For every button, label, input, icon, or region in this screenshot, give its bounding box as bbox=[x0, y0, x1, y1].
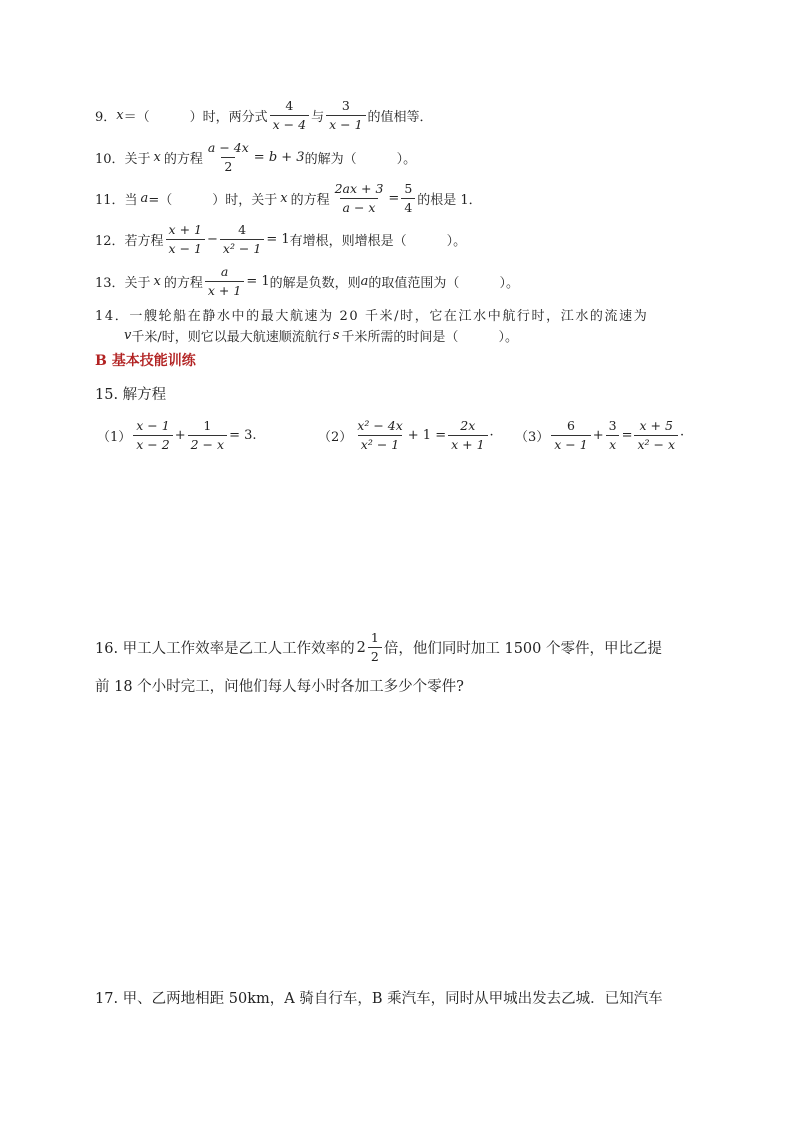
operator: + bbox=[174, 428, 186, 443]
denominator: x² − 1 bbox=[358, 435, 402, 453]
operator: = bbox=[621, 428, 633, 443]
q15-part-1 bbox=[97, 418, 257, 453]
question-11 bbox=[95, 181, 482, 216]
denominator: x − 1 bbox=[551, 435, 590, 453]
q11-var-x: x bbox=[280, 191, 288, 206]
numerator: x + 5 bbox=[639, 418, 673, 433]
numerator: 1 bbox=[203, 418, 212, 433]
denominator: 4 bbox=[401, 198, 415, 216]
denominator: x² − 1 bbox=[220, 239, 264, 257]
denominator: 2 bbox=[221, 157, 235, 175]
q11-number: 11．当 bbox=[95, 193, 138, 208]
question-10 bbox=[95, 140, 416, 175]
numerator: 5 bbox=[404, 181, 413, 196]
fraction bbox=[634, 418, 678, 453]
q12-rhs: = 1 bbox=[266, 232, 290, 247]
fraction bbox=[205, 140, 252, 175]
numerator: 1 bbox=[370, 630, 379, 645]
denominator: 2 bbox=[368, 647, 382, 665]
question-15-title bbox=[95, 383, 166, 404]
fraction bbox=[166, 222, 205, 257]
numerator: x + 1 bbox=[168, 222, 202, 237]
question-9 bbox=[95, 98, 433, 133]
rhs: = 3. bbox=[229, 428, 257, 443]
numerator: x² − 4x bbox=[357, 418, 403, 433]
end-mark: · bbox=[489, 428, 494, 443]
denominator: x bbox=[606, 435, 619, 453]
question-12 bbox=[95, 222, 466, 257]
q14-var-s: s bbox=[332, 328, 340, 343]
section-heading: B 基本技能训练 bbox=[95, 353, 196, 369]
numerator: 4 bbox=[238, 222, 247, 237]
denominator: x − 1 bbox=[166, 239, 205, 257]
q14-text: 14．一艘轮船在静水中的最大航速为 20 千米/时，它在江水中航行时，江水的流速为 bbox=[95, 309, 649, 324]
q14-var-v: v bbox=[124, 328, 132, 343]
numerator: a − 4x bbox=[207, 140, 249, 155]
question-13 bbox=[95, 264, 519, 299]
operator: + bbox=[592, 428, 604, 443]
end-mark: · bbox=[680, 428, 685, 443]
numerator: x − 1 bbox=[136, 418, 170, 433]
q11-text2: 的方程 bbox=[290, 193, 330, 208]
q13-var: x bbox=[153, 274, 161, 289]
mixed-number-whole: 2 bbox=[356, 639, 366, 656]
fraction bbox=[551, 418, 590, 453]
fraction bbox=[270, 98, 309, 133]
q9-eq: ＝（ bbox=[123, 110, 150, 125]
q12-number: 12．若方程 bbox=[95, 234, 164, 249]
denominator: 2 − x bbox=[188, 435, 227, 453]
question-14-line-2 bbox=[124, 326, 518, 345]
numerator: 6 bbox=[567, 418, 575, 433]
q9-tail: 的值相等． bbox=[367, 110, 433, 125]
q11-tail: 的根是 1． bbox=[417, 193, 482, 208]
q9-with: 与 bbox=[311, 110, 325, 125]
denominator: x − 2 bbox=[133, 435, 172, 453]
q11-text: ）时，关于 bbox=[212, 193, 278, 208]
fraction bbox=[354, 418, 405, 453]
q14-close: ）。 bbox=[498, 330, 518, 345]
q13-text: 的方程 bbox=[163, 276, 203, 291]
q11-eq2: = bbox=[388, 191, 400, 206]
fraction bbox=[326, 98, 365, 133]
denominator: x − 1 bbox=[326, 115, 365, 133]
q16-text3: 前 18 个小时完工，问他们每人每小时各加工多少个零件? bbox=[95, 679, 464, 695]
denominator: x + 1 bbox=[448, 435, 487, 453]
part-label: （3） bbox=[515, 430, 550, 445]
numerator: 2ax + 3 bbox=[334, 181, 384, 196]
fraction bbox=[133, 418, 172, 453]
numerator: 3 bbox=[341, 98, 350, 113]
q13-tail2: 的取值范围为（ bbox=[368, 276, 460, 291]
q14-text3: 千米所需的时间是（ bbox=[341, 330, 459, 345]
denominator: a − x bbox=[340, 198, 379, 216]
fraction bbox=[205, 264, 244, 299]
denominator: x² − x bbox=[634, 435, 678, 453]
q15-part-2 bbox=[318, 418, 494, 453]
operator: + 1 = bbox=[407, 428, 447, 443]
fraction bbox=[188, 418, 227, 453]
q17-text: 17. 甲、乙两地相距 50km，A 骑自行车，B 乘汽车，同时从甲城出发去乙城．已知汽车 bbox=[95, 991, 663, 1007]
part-label: （2） bbox=[318, 430, 353, 445]
q10-var: x bbox=[153, 150, 161, 165]
denominator: x − 4 bbox=[270, 115, 309, 133]
fraction bbox=[401, 181, 415, 216]
numerator: 3 bbox=[608, 418, 617, 433]
q10-text: 的方程 bbox=[163, 152, 203, 167]
q14-text2: 千米/时，则它以最大航速顺流航行 bbox=[131, 330, 331, 345]
q10-close: ）。 bbox=[396, 152, 417, 167]
q12-tail: 有增根，则增根是（ bbox=[289, 234, 407, 249]
q10-tail: 的解为（ bbox=[304, 152, 357, 167]
question-16-line-1 bbox=[95, 630, 662, 665]
q13-number: 13．关于 bbox=[95, 276, 151, 291]
q15-part-3 bbox=[515, 418, 684, 453]
q13-tail: 的解是负数，则 bbox=[269, 276, 361, 291]
part-label: （1） bbox=[97, 430, 132, 445]
q13-var-a: a bbox=[360, 274, 369, 289]
question-14-line-1 bbox=[95, 305, 648, 324]
q11-eq: =（ bbox=[148, 193, 173, 208]
q10-rhs: = b + 3 bbox=[253, 150, 305, 165]
numerator: 2x bbox=[460, 418, 476, 433]
denominator: x + 1 bbox=[205, 281, 244, 299]
question-17 bbox=[95, 987, 663, 1008]
q9-var: x bbox=[116, 108, 124, 123]
q11-var: a bbox=[140, 191, 149, 206]
fraction bbox=[368, 630, 382, 665]
q10-number: 10．关于 bbox=[95, 152, 151, 167]
fraction bbox=[220, 222, 264, 257]
q13-close: ）。 bbox=[499, 276, 519, 291]
q9-text: ）时，两分式 bbox=[189, 110, 268, 125]
q15-title: 15. 解方程 bbox=[95, 387, 167, 403]
fraction bbox=[606, 418, 620, 453]
q16-text2: 倍，他们同时加工 1500 个零件，甲比乙提 bbox=[383, 641, 662, 657]
q12-close: ）。 bbox=[446, 234, 467, 249]
q13-rhs: = 1 bbox=[246, 274, 270, 289]
q12-minus: − bbox=[206, 232, 218, 247]
q9-number: 9． bbox=[95, 110, 117, 125]
fraction bbox=[332, 181, 387, 216]
question-16-line-2 bbox=[95, 675, 464, 696]
numerator: 4 bbox=[285, 98, 294, 113]
numerator: a bbox=[220, 264, 229, 279]
fraction bbox=[448, 418, 487, 453]
q16-text: 16. 甲工人工作效率是乙工人工作效率的 bbox=[95, 641, 355, 657]
